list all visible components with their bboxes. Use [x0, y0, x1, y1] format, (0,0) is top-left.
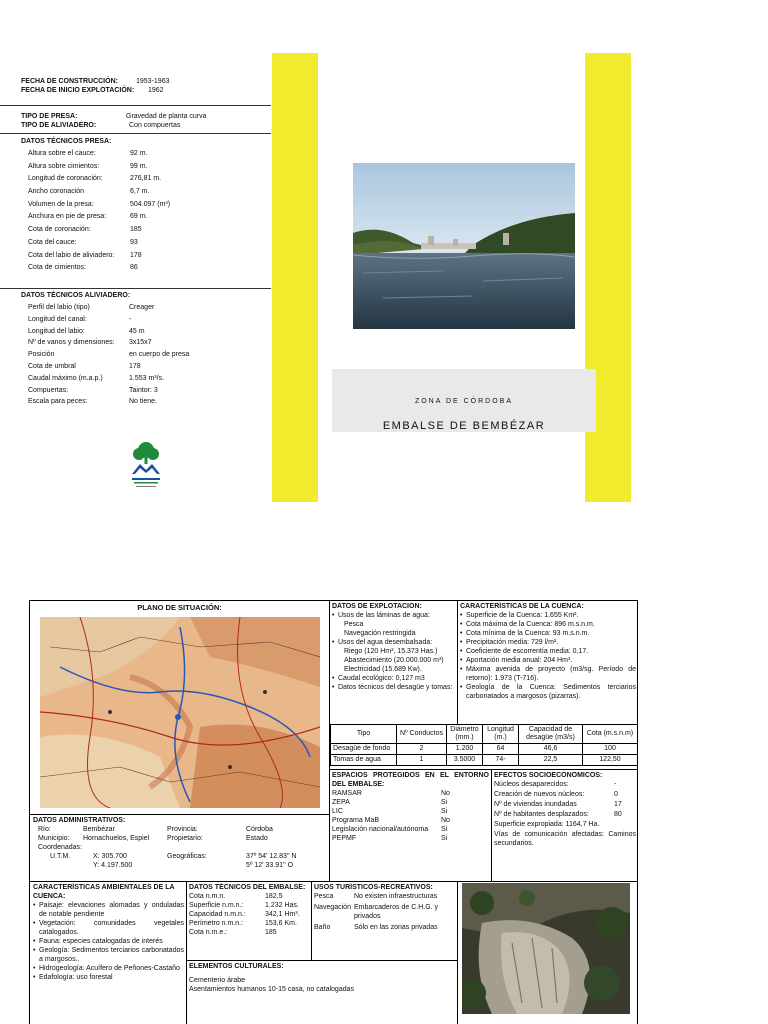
tourism-value: Sólo en las zonas privadas	[354, 924, 438, 931]
admin-value: 5º 12' 33.91'' O	[246, 862, 294, 869]
table-header: Tipo	[331, 725, 397, 744]
agency-logo	[128, 438, 164, 494]
exploitation-sub: Pesca	[344, 621, 364, 628]
spillway-tech-label: Escala para peces:	[28, 398, 88, 406]
admin-label: Geográficas:	[167, 853, 207, 860]
dam-tech-value: 185	[130, 226, 142, 234]
basin-item: • Aportación media anual: 204 Hm³.	[460, 656, 636, 665]
exploitation-item: • Caudal ecológico: 0,127 m3	[332, 674, 456, 683]
basin-item: • Máxima avenida de proyecto (m3/sg. Período de retorno): 1.973 (T-716).	[460, 665, 636, 683]
exploitation-block	[332, 602, 456, 692]
admin-value: Hornachuelos, Espiel	[83, 835, 150, 842]
exploitation-date-label: FECHA DE INICIO EXPLOTACIÓN:	[21, 87, 135, 94]
spillway-tech-value: Taintor: 3	[129, 386, 158, 394]
dam-tech-label: Altura sobre cimientos:	[28, 162, 100, 170]
socio-label: Vías de comunicación afectadas: Caminos secundarios.	[494, 831, 636, 847]
exploitation-sub: Abastecimiento (20.000.000 m³)	[344, 657, 444, 664]
divider	[0, 133, 271, 134]
grid-line	[29, 881, 638, 882]
protected-title: ESPACIOS PROTEGIDOS EN EL ENTORNO DEL EMBALSE:	[332, 772, 489, 788]
basin-item: • Precipitación media: 729 l/m².	[460, 638, 636, 647]
env-item: • Edafología: uso forestal	[33, 973, 184, 982]
tourism-value: No existen infraestructuras	[354, 893, 438, 900]
construction-date-value: 1953-1963	[136, 78, 170, 85]
divider	[0, 288, 271, 289]
canyon-photo	[462, 883, 630, 1014]
socio-label: Creación de nuevos núcleos:	[494, 791, 585, 798]
tourism-title: USOS TURÍSTICOS-RECREATIVOS:	[314, 884, 433, 891]
spillway-tech-value: No tiene.	[129, 398, 158, 406]
basin-item: • Cota máxima de la Cuenca: 896 m.s.n.m.	[460, 620, 636, 629]
table-row	[331, 755, 638, 766]
env-title: CARACTERÍSTICAS AMBIENTALES DE LA CUENCA:	[33, 884, 175, 900]
dam-tech-title: DATOS TÉCNICOS PRESA:	[21, 138, 112, 145]
yellow-band-left	[272, 53, 318, 502]
dam-tech-label: Volumen de la presa:	[28, 200, 94, 208]
table-cell: 1.200	[447, 744, 483, 755]
table-cell: 1	[397, 755, 447, 766]
res-tech-value: 342,1 Hm³.	[265, 911, 300, 918]
spillway-tech-value: Creager	[129, 304, 155, 311]
basin-item: • Geología de la Cuenca: Sedimentos terciarios carbonatados a margosos (pizarras).	[460, 683, 636, 701]
admin-label: U.T.M.	[50, 853, 71, 860]
spillway-tech-label: Posición	[28, 351, 55, 359]
protected-block	[332, 771, 489, 843]
dam-tech-label: Cota de cimientos:	[28, 264, 86, 272]
protected-label: LIC	[332, 808, 343, 815]
types-block	[21, 112, 271, 130]
dam-tech-value: 86	[130, 264, 138, 272]
construction-date-label: FECHA DE CONSTRUCCIÓN:	[21, 78, 118, 85]
table-header: Diámetro (mm.)	[447, 725, 483, 744]
protected-value: No	[441, 790, 450, 797]
res-tech-value: 182,5	[265, 893, 283, 900]
socio-label: Superficie expropiada: 1164,7 Ha.	[494, 821, 600, 828]
admin-label: Provincia:	[167, 826, 198, 833]
res-tech-value: 1.232 Has.	[265, 902, 299, 909]
res-tech-value: 185	[265, 929, 277, 936]
res-tech-label: Capacidad n.m.n.:	[189, 911, 246, 918]
protected-value: Si	[441, 835, 448, 842]
protected-label: ZEPA	[332, 799, 350, 806]
res-tech-label: Perímetro n.m.n.:	[189, 920, 244, 927]
dam-tech-label: Cota de coronación:	[28, 226, 91, 234]
table-cell: 22,5	[519, 755, 583, 766]
admin-value: Bembézar	[83, 826, 115, 833]
socio-value: 0	[614, 791, 618, 798]
exploitation-item: • Usos de las láminas de agua: Pesca Navegación restringida	[332, 611, 456, 638]
table-cell: Tomas de agua	[331, 755, 397, 766]
spillway-tech-value: -	[129, 315, 132, 323]
spillway-tech-label: Nº de vanos y dimensiones:	[28, 339, 115, 347]
outlet-table	[330, 724, 638, 766]
socio-title: EFECTOS SOCIOECONÓMICOS:	[494, 772, 603, 779]
env-block	[33, 883, 184, 982]
dam-tech-label: Anchura en pie de presa:	[28, 213, 107, 221]
res-tech-label: Superficie n.m.n.:	[189, 902, 244, 909]
admin-label: Río:	[38, 826, 51, 833]
grid-line	[186, 960, 457, 961]
dam-tech-value: 178	[130, 251, 142, 259]
exploitation-item: • Datos técnicos del desagüe y tomas:	[332, 683, 456, 692]
protected-label: Programa MaB	[332, 817, 380, 824]
socio-value: 17	[614, 801, 622, 808]
table-cell: 64	[483, 744, 519, 755]
title-panel	[332, 369, 596, 432]
dam-tech-label: Longitud de coronación:	[28, 175, 103, 183]
table-cell: 74-	[483, 755, 519, 766]
socio-value: -	[614, 781, 617, 788]
dam-tech-value: 99 m.	[130, 162, 148, 170]
spillway-type-label: TIPO DE ALIVIADERO:	[21, 122, 97, 129]
env-item: • Vegetación: comunidades vegetales catalogados.	[33, 919, 184, 937]
protected-label: PEPMF	[332, 835, 357, 842]
socio-label: Nº de habitantes desplazados:	[494, 811, 589, 818]
spillway-tech-label: Longitud del labio:	[28, 327, 85, 335]
protected-label: Legislación nacional/autónoma	[332, 826, 429, 833]
yellow-band-right	[585, 53, 631, 502]
admin-label: Municipio:	[38, 835, 70, 842]
table-cell: 46,6	[519, 744, 583, 755]
dam-tech-value: 6,7 m.	[130, 188, 150, 196]
table-row	[331, 744, 638, 755]
table-header: Capacidad de desagüe (m3/s)	[519, 725, 583, 744]
zone-label: ZONA DE CÓRDOBA	[414, 398, 514, 405]
grid-line	[491, 769, 492, 882]
spillway-tech-label: Perfil del labio (tipo)	[28, 304, 90, 311]
dam-type-label: TIPO DE PRESA:	[21, 113, 78, 120]
protected-value: No	[441, 817, 450, 824]
spillway-tech-value: 45 m	[129, 327, 145, 335]
table-header: Longitud (m.)	[483, 725, 519, 744]
grid-line	[311, 881, 312, 961]
spillway-tech-value: en cuerpo de presa	[129, 351, 190, 359]
socio-block	[494, 771, 636, 848]
culture-block	[189, 962, 455, 994]
admin-block	[33, 816, 327, 880]
basin-item: • Coeficiente de escorrentía media: 0,17.	[460, 647, 636, 656]
exploitation-title: DATOS DE EXPLOTACIÓN:	[332, 603, 422, 610]
admin-value: 37º 54' 12.83'' N	[246, 853, 297, 860]
spillway-type-value: Con compuertas	[129, 122, 181, 129]
spillway-tech-label: Longitud del canal:	[28, 315, 87, 323]
spillway-tech-value: 1.553 m³/s.	[129, 374, 165, 382]
dam-tech-value: 93	[130, 238, 138, 246]
exploitation-sub: Electricidad (15.689 Kw).	[344, 666, 422, 673]
admin-title: DATOS ADMINISTRATIVOS:	[33, 817, 126, 824]
spillway-tech-value: 3x15x7	[129, 339, 152, 347]
dam-photo	[353, 163, 575, 329]
tourism-label: Navegación	[314, 904, 351, 911]
table-cell: 3.5000	[447, 755, 483, 766]
socio-label: Núcleos desaparecidos:	[494, 781, 569, 788]
tourism-block	[314, 883, 455, 934]
map-title: PLANO DE SITUACIÓN:	[137, 603, 222, 612]
spillway-tech-label: Caudal máximo (m.a.p.)	[28, 374, 103, 382]
grid-line	[457, 600, 458, 724]
culture-item: Cementerio árabe	[189, 977, 246, 984]
res-tech-block	[189, 883, 309, 937]
table-cell: 2	[397, 744, 447, 755]
exploitation-item: • Usos del agua desembalsada: Riego (120 Hm³, 15.373 Has.) Abastecimiento (20.000.000 m³) Electricidad (15.689 Kw).	[332, 638, 456, 674]
protected-value: Si	[441, 826, 448, 833]
table-cell: 100	[583, 744, 638, 755]
grid-line	[457, 881, 458, 1024]
table-cell: Desagüe de fondo	[331, 744, 397, 755]
reservoir-title: EMBALSE DE BEMBÉZAR	[382, 420, 546, 432]
tourism-label: Baño	[314, 924, 331, 931]
admin-value: Córdoba	[246, 826, 273, 833]
table-header: Nº Conductos	[397, 725, 447, 744]
spillway-tech-value: 178	[129, 362, 141, 370]
culture-title: ELEMENTOS CULTURALES:	[189, 963, 284, 970]
dam-tech-label: Cota del cauce:	[28, 238, 77, 246]
spillway-tech-title: DATOS TÉCNICOS ALIVIADERO:	[21, 292, 131, 299]
grid-line	[29, 814, 330, 815]
location-map	[40, 617, 320, 808]
protected-label: RAMSAR	[332, 790, 362, 797]
env-item: • Geología: Sedimentos terciarios carbonatados a margosos..	[33, 946, 184, 964]
basin-title: CARACTERÍSTICAS DE LA CUENCA:	[460, 603, 584, 610]
dam-tech-value: 92 m.	[130, 150, 148, 157]
res-tech-title: DATOS TÉCNICOS DEL EMBALSE:	[189, 884, 306, 891]
exploitation-date-value: 1962	[148, 87, 164, 94]
socio-label: Nº de viviendas inundadas	[494, 801, 577, 808]
res-tech-value: 153,6 Km.	[265, 920, 297, 927]
table-cell: 122,50	[583, 755, 638, 766]
admin-value: X: 305.700	[93, 853, 127, 860]
basin-item: • Superficie de la Cuenca: 1.655 Km².	[460, 611, 636, 620]
dam-tech-label: Ancho coronación	[28, 188, 85, 196]
grid-line	[330, 769, 638, 770]
dam-tech-value: 69 m.	[130, 213, 148, 221]
admin-label: Coordenadas:	[38, 844, 82, 851]
basin-item: • Cota mínima de la Cuenca: 93 m.s.n.m.	[460, 629, 636, 638]
dam-tech-label: Altura sobre el cauce:	[28, 150, 96, 157]
tourism-value: Embarcaderos de C.H.G. y privados	[354, 904, 439, 920]
divider	[0, 105, 271, 106]
protected-value: Si	[441, 808, 448, 815]
culture-item: Asentamientos humanos 10-15 casa, no catalogadas	[189, 986, 354, 993]
admin-value: Estado	[246, 835, 268, 842]
grid-line	[186, 881, 187, 1024]
dam-tech-value: 276,81 m.	[130, 175, 162, 183]
res-tech-label: Cota n.m.e.:	[189, 929, 228, 936]
dam-tech-label: Cota del labio de aliviadero:	[28, 251, 115, 259]
admin-label: Propietario:	[167, 835, 203, 842]
env-item: • Paisaje: elevaciones alomadas y onduladas de notable pendiente	[33, 901, 184, 919]
dam-tech-value: 504.097 (m³)	[130, 200, 171, 208]
tourism-label: Pesca	[314, 893, 334, 900]
protected-value: Si	[441, 799, 448, 806]
dam-type-value: Gravedad de planta curva	[126, 113, 207, 120]
exploitation-sub: Navegación restringida	[344, 630, 416, 637]
spillway-tech-label: Compuertas:	[28, 386, 69, 394]
spillway-tech-list	[28, 303, 268, 409]
table-header-row	[331, 725, 638, 744]
exploitation-sub: Riego (120 Hm³, 15.373 Has.)	[344, 648, 438, 655]
dates-block	[21, 77, 271, 95]
spillway-tech-label: Cota de umbral	[28, 362, 76, 370]
admin-value: Y: 4.197.500	[93, 862, 133, 869]
env-item: • Fauna: especies catalogadas de interés	[33, 937, 184, 946]
env-item: • Hidrogeología: Acuífero de Peñones-Castaño	[33, 964, 184, 973]
basin-block	[460, 602, 636, 701]
table-header: Cota (m.s.n.m)	[583, 725, 638, 744]
socio-value: 80	[614, 811, 622, 818]
dam-tech-list	[28, 149, 268, 276]
res-tech-label: Cota n.m.n.	[189, 893, 226, 900]
